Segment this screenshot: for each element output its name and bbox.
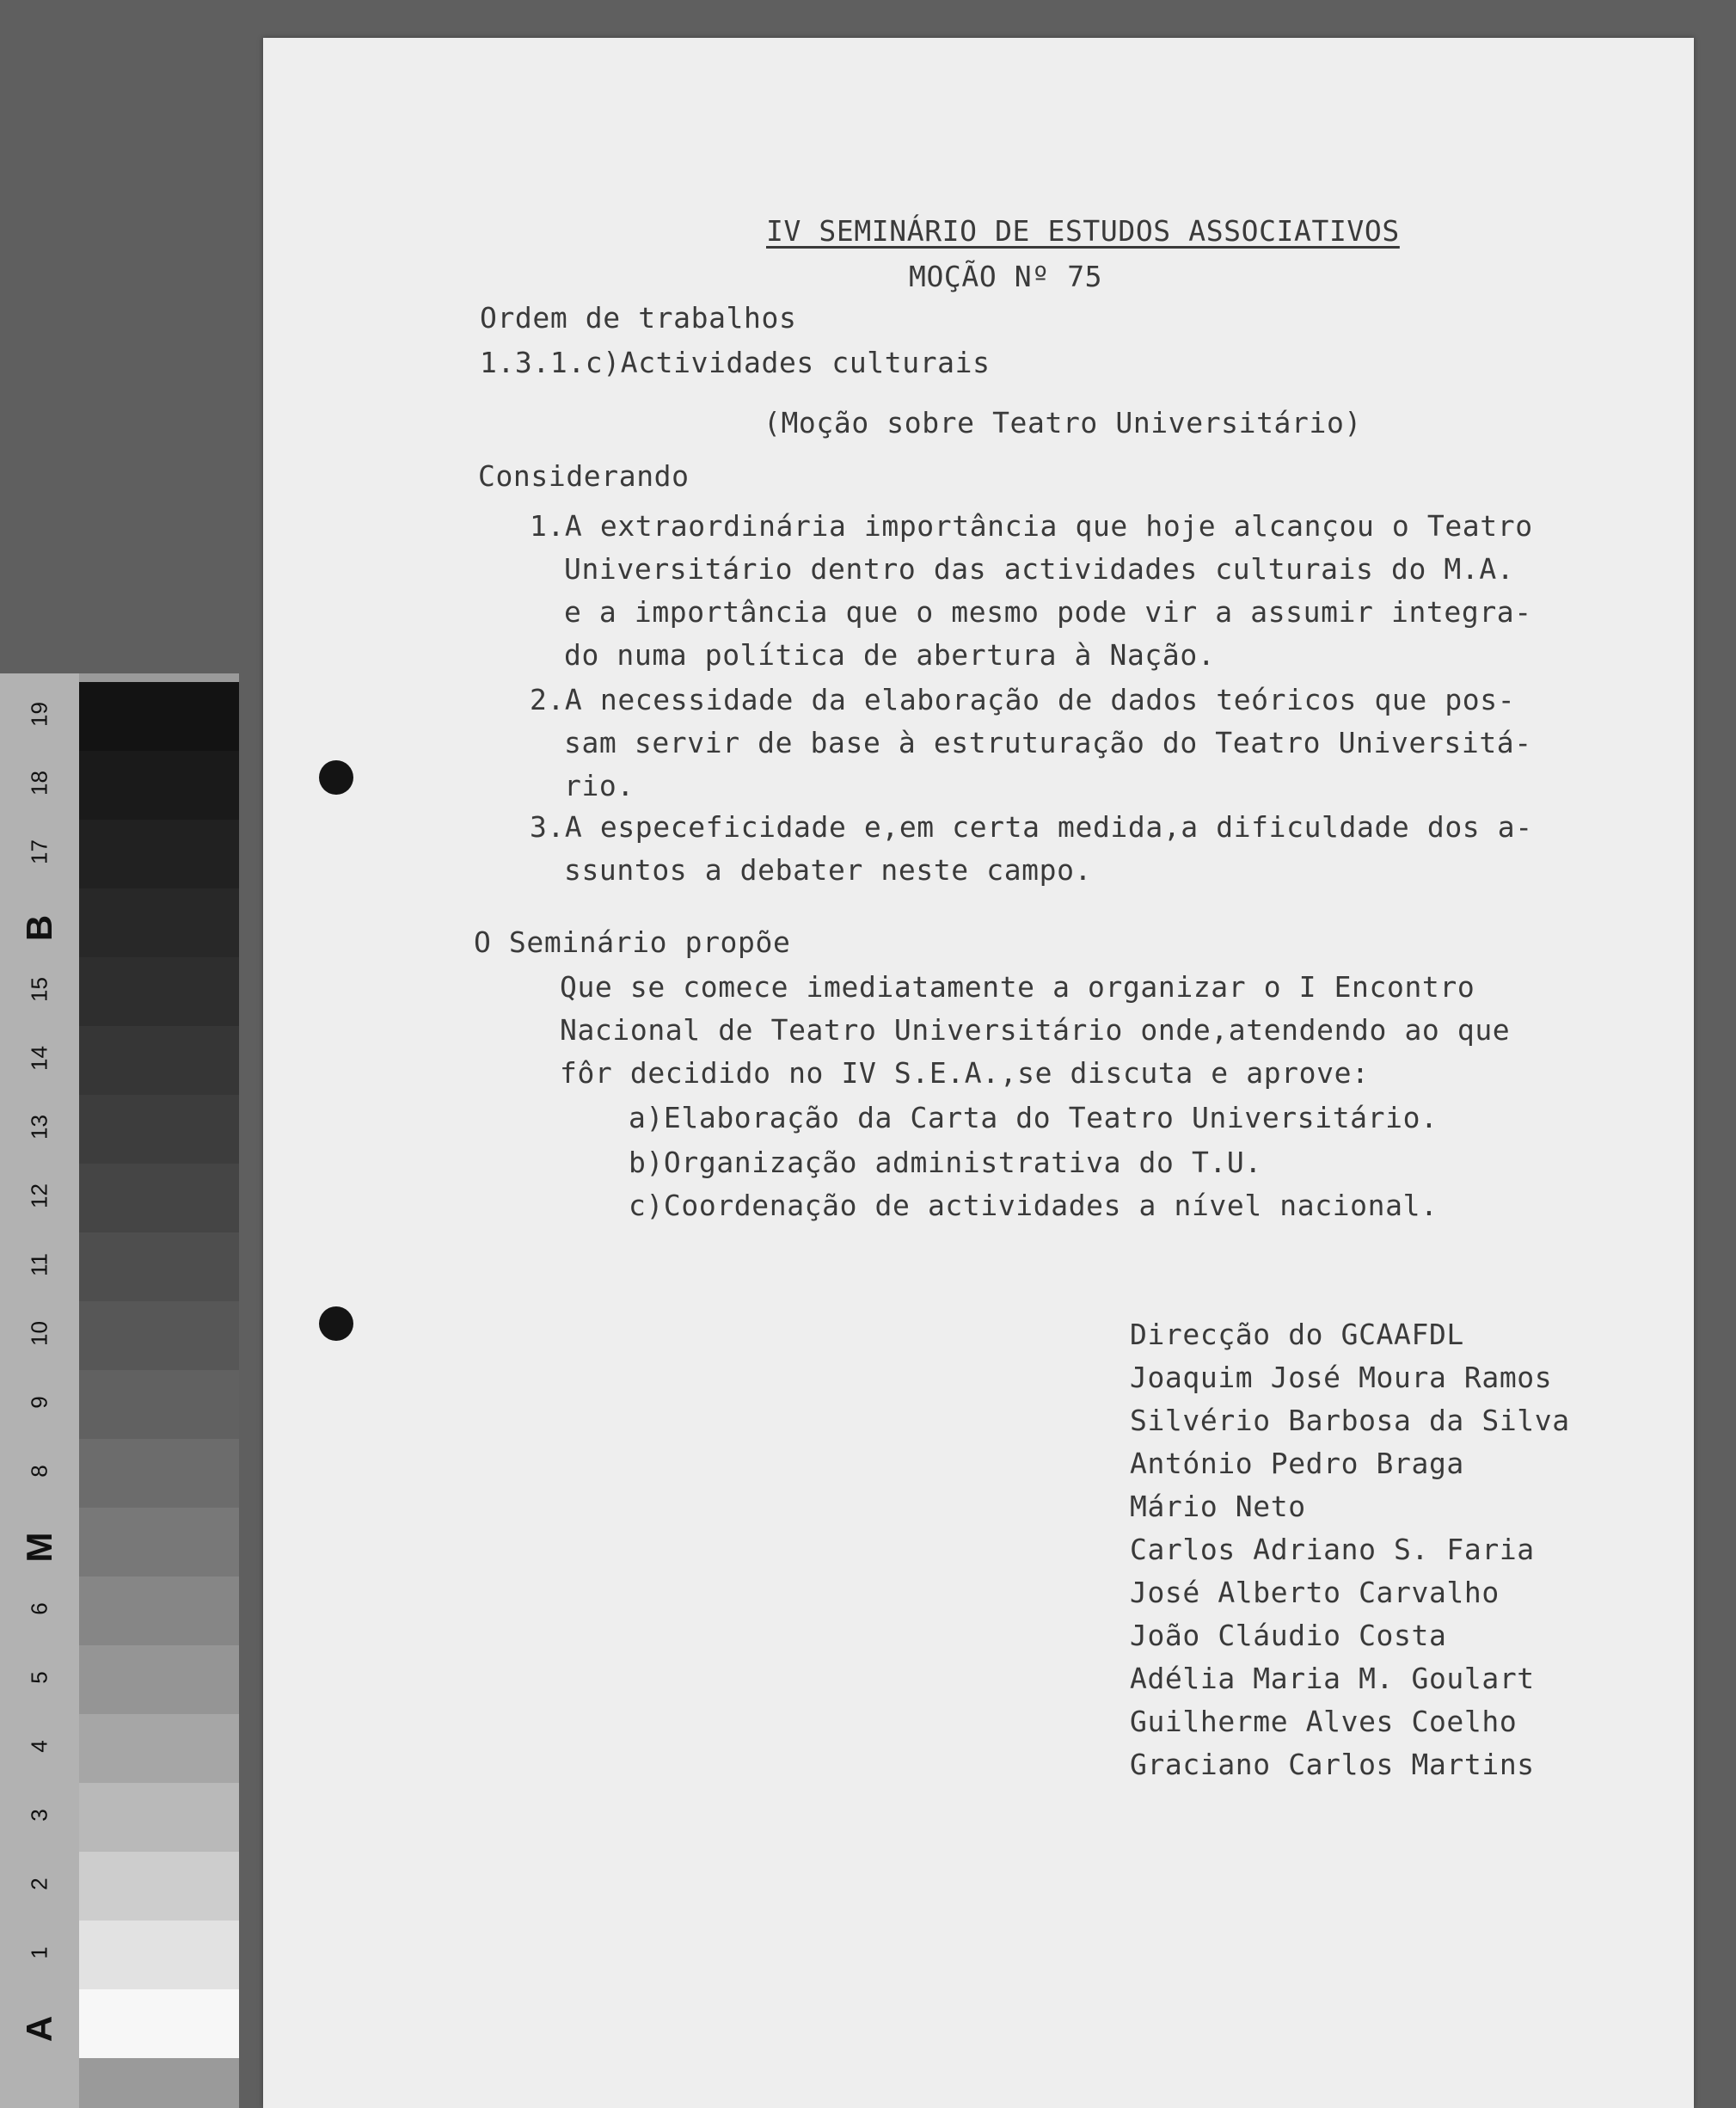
scale-label: 2	[26, 1878, 52, 1890]
signatory: António Pedro Braga	[1130, 1447, 1464, 1480]
signatory: Carlos Adriano S. Faria	[1130, 1533, 1535, 1566]
scale-label: 5	[26, 1671, 52, 1684]
gray-patch	[79, 1921, 239, 1989]
proposal-line: Nacional de Teatro Universitário onde,atendendo ao que	[560, 1013, 1511, 1047]
consideration-line: rio.	[564, 769, 635, 802]
gray-patch	[79, 682, 239, 751]
gray-patch	[79, 1439, 239, 1508]
scale-label: 10	[26, 1321, 52, 1346]
consideration-line: Universitário dentro das actividades culturais do M.A.	[564, 552, 1515, 586]
signatory: Joaquim José Moura Ramos	[1130, 1361, 1553, 1394]
consideration-line: do numa política de abertura à Nação.	[564, 638, 1216, 672]
signatory: José Alberto Carvalho	[1130, 1576, 1500, 1609]
signatory: Adélia Maria M. Goulart	[1130, 1662, 1535, 1695]
consideration-line: 2.A necessidade da elaboração de dados teóricos que pos-	[530, 683, 1516, 716]
scale-label: 14	[26, 1046, 52, 1071]
considering-label: Considerando	[478, 459, 690, 493]
gray-patch	[79, 1301, 239, 1370]
gray-patch	[79, 1852, 239, 1921]
scale-label: 4	[26, 1740, 52, 1753]
gray-patch	[79, 1508, 239, 1576]
scale-label: 1	[26, 1946, 52, 1959]
scale-label: 3	[26, 1809, 52, 1822]
consideration-line: ssuntos a debater neste campo.	[564, 853, 1093, 887]
scale-label: 17	[26, 839, 52, 864]
scale-label: 9	[26, 1396, 52, 1409]
gray-patch	[79, 1989, 239, 2058]
scale-label: A	[19, 2015, 59, 2043]
gray-patch	[79, 888, 239, 957]
signatory: João Cláudio Costa	[1130, 1619, 1447, 1652]
signatory: Graciano Carlos Martins	[1130, 1748, 1535, 1781]
scale-label: 6	[26, 1602, 52, 1615]
document-page	[263, 38, 1694, 2108]
consideration-line: 3.A especeficidade e,em certa medida,a dificuldade dos a-	[530, 810, 1533, 844]
scale-label: B	[19, 914, 59, 942]
proposal-label: O Seminário propõe	[474, 925, 791, 959]
scale-label: 12	[26, 1183, 52, 1208]
gray-patches	[79, 673, 239, 2108]
gray-patch	[79, 1645, 239, 1714]
scale-label: 15	[26, 977, 52, 1002]
signatory: Guilherme Alves Coelho	[1130, 1705, 1518, 1738]
agenda-item: 1.3.1.c)Actividades culturais	[480, 346, 991, 379]
agenda-label: Ordem de trabalhos	[480, 301, 797, 335]
motion-subject: (Moção sobre Teatro Universitário)	[764, 406, 1362, 439]
consideration-line: 1.A extraordinária importância que hoje alcançou o Teatro	[530, 509, 1533, 543]
color-calibration-strip	[0, 673, 239, 2108]
scale-label: 8	[26, 1465, 52, 1478]
document-title: IV SEMINÁRIO DE ESTUDOS ASSOCIATIVOS	[766, 214, 1400, 248]
proposal-line: Que se comece imediatamente a organizar o I Encontro	[560, 970, 1475, 1004]
gray-patch	[79, 1232, 239, 1301]
scale-labels	[0, 673, 79, 2108]
proposal-item: b)Organização administrativa do T.U.	[629, 1146, 1262, 1179]
signatory: Direcção do GCAAFDL	[1130, 1318, 1464, 1351]
scale-label: 19	[26, 702, 52, 727]
scale-label: 18	[26, 771, 52, 796]
gray-patch	[79, 751, 239, 820]
gray-patch	[79, 1576, 239, 1645]
gray-patch	[79, 957, 239, 1026]
proposal-item: c)Coordenação de actividades a nível nacional.	[629, 1189, 1438, 1222]
scale-label: 13	[26, 1115, 52, 1140]
gray-patch	[79, 1026, 239, 1095]
signatory: Silvério Barbosa da Silva	[1130, 1404, 1570, 1437]
gray-patch	[79, 820, 239, 888]
scale-label: M	[19, 1532, 59, 1563]
gray-patch	[79, 1370, 239, 1439]
gray-patch	[79, 1164, 239, 1232]
motion-number: MOÇÃO Nº 75	[909, 260, 1103, 293]
consideration-line: sam servir de base à estruturação do Teatro Universitá-	[564, 726, 1532, 759]
gray-patch	[79, 1095, 239, 1164]
gray-patch	[79, 1714, 239, 1783]
signatory: Mário Neto	[1130, 1490, 1306, 1523]
consideration-line: e a importância que o mesmo pode vir a assumir integra-	[564, 595, 1532, 629]
gray-patch	[79, 1783, 239, 1852]
proposal-line: fôr decidido no IV S.E.A.,se discuta e aprove:	[560, 1056, 1370, 1090]
proposal-item: a)Elaboração da Carta do Teatro Universitário.	[629, 1101, 1438, 1134]
scale-label: 11	[26, 1253, 52, 1276]
typed-text	[263, 38, 1694, 2108]
